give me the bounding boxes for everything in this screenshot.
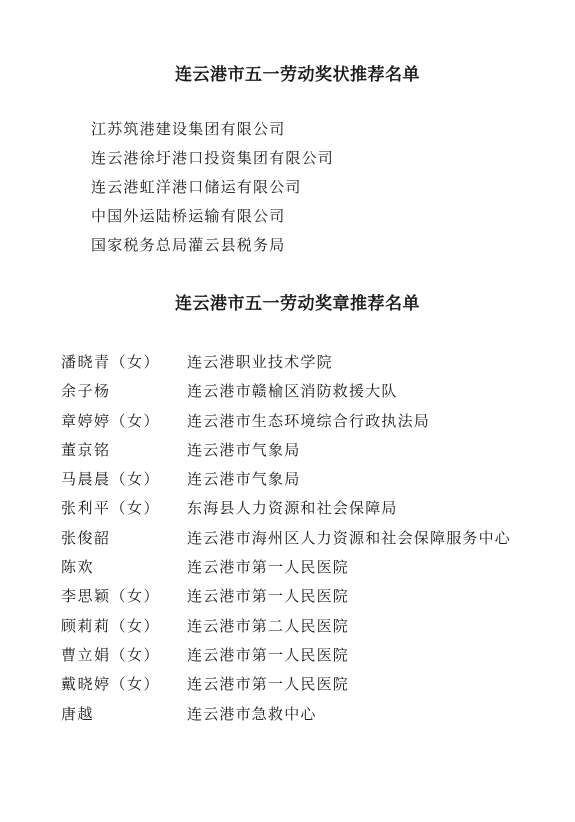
individual-unit: 连云港市气象局 [187, 470, 301, 489]
individual-unit: 连云港市第一人民医院 [187, 587, 350, 606]
individual-name: 潘晓青（女） [61, 353, 161, 371]
individual-unit: 连云港市气象局 [187, 440, 301, 459]
organization-item: 连云港徐圩港口投资集团有限公司 [91, 149, 335, 167]
individual-unit: 连云港市生态环境综合行政执法局 [187, 411, 431, 430]
organization-item: 连云港虹洋港口储运有限公司 [91, 178, 302, 196]
individual-unit: 连云港市赣榆区消防救援大队 [187, 382, 398, 401]
organization-item: 中国外运陆桥运输有限公司 [91, 207, 286, 225]
individual-unit: 连云港市急救中心 [187, 704, 317, 723]
individual-unit: 连云港市第一人民医院 [187, 645, 350, 664]
individual-unit: 连云港职业技术学院 [187, 353, 333, 371]
individual-unit: 连云港市海州区人力资源和社会保障服务中心 [187, 528, 512, 547]
individual-name: 张利平（女） [61, 499, 161, 518]
organization-item: 国家税务总局灌云县税务局 [91, 236, 286, 254]
individual-name: 董京铭 [61, 440, 111, 459]
individual-name: 章婷婷（女） [61, 411, 161, 430]
individual-unit: 连云港市第一人民医院 [187, 675, 350, 694]
certificate-list-title: 连云港市五一劳动奖状推荐名单 [175, 65, 420, 85]
individual-name: 戴晓婷（女） [61, 675, 161, 694]
individual-name: 顾莉莉（女） [61, 616, 161, 635]
individual-name: 曹立娟（女） [61, 645, 161, 664]
individual-name: 张俊韶 [61, 528, 111, 547]
individual-name: 李思颖（女） [61, 587, 161, 606]
individual-unit: 连云港市第二人民医院 [187, 616, 350, 635]
organization-list [91, 115, 334, 260]
individual-name: 马晨晨（女） [61, 470, 161, 489]
individual-name: 唐越 [61, 704, 95, 723]
organization-item: 江苏筑港建设集团有限公司 [91, 120, 286, 138]
medal-list-title: 连云港市五一劳动奖章推荐名单 [175, 294, 420, 314]
individual-unit: 东海县人力资源和社会保障局 [187, 499, 398, 518]
individual-unit: 连云港市第一人民医院 [187, 558, 350, 577]
individual-name: 陈欢 [61, 558, 95, 577]
individual-name: 余子杨 [61, 382, 111, 401]
